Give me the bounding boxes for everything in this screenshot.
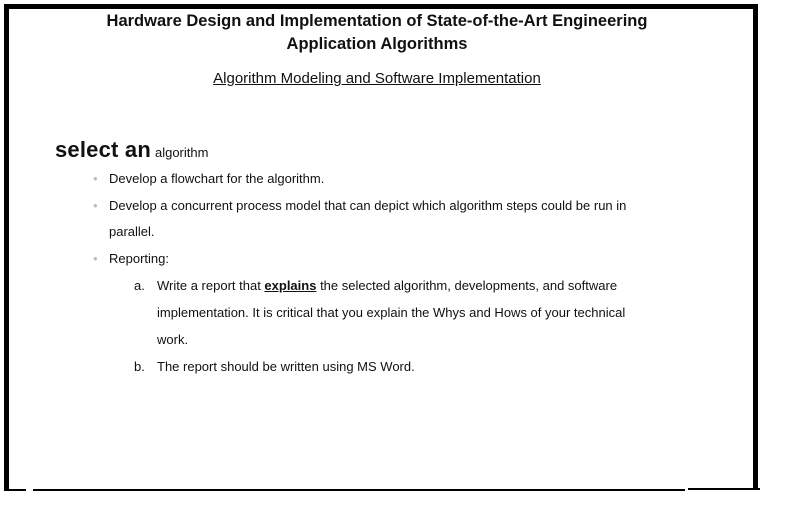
document-title (0, 10, 754, 56)
bullet-item-concurrent-model-continued (109, 223, 155, 241)
heading-large-text: select an (55, 137, 151, 162)
reporting-a-emphasis: explains (264, 278, 317, 293)
title-line-1: Hardware Design and Implementation of State-of-the-Art Engineering (106, 12, 648, 30)
list-marker-b: b. (134, 359, 145, 374)
title-line-2: Application Algorithms (286, 35, 468, 53)
heading-small-text: algorithm (154, 145, 209, 160)
bullet-text: Develop a concurrent process model that can depict which algorithm steps could be run in (109, 198, 627, 213)
reporting-item-b (134, 358, 415, 376)
bullet-dot-icon: • (93, 198, 98, 213)
document-subtitle (0, 69, 754, 89)
reporting-b-text: The report should be written using MS Word. (157, 359, 415, 374)
section-heading (55, 137, 208, 163)
list-marker-a: a. (134, 278, 145, 293)
bullet-item-reporting (93, 250, 169, 268)
reporting-item-a-line-2: implementation. It is critical that you explain the Whys and Hows of your technical (157, 305, 626, 320)
bullet-text: Reporting: (109, 251, 169, 266)
reporting-a-text-post: the selected algorithm, developments, and software (316, 278, 618, 293)
bullet-item-flowchart (93, 170, 325, 188)
reporting-item-a-line-3: work. (157, 332, 189, 347)
bottom-rule-left (4, 489, 26, 491)
reporting-a-text-pre: Write a report that (157, 278, 265, 293)
subtitle-text: Algorithm Modeling and Software Implementation (213, 70, 541, 87)
bullet-dot-icon: • (93, 171, 98, 186)
bullet-text: parallel. (109, 224, 155, 239)
bottom-rule-middle (33, 489, 685, 491)
bullet-text: Develop a flowchart for the algorithm. (109, 171, 325, 186)
bullet-item-concurrent-model (93, 197, 627, 215)
bullet-dot-icon: • (93, 251, 98, 266)
bottom-rule-right (688, 488, 760, 490)
reporting-item-a (134, 277, 617, 295)
